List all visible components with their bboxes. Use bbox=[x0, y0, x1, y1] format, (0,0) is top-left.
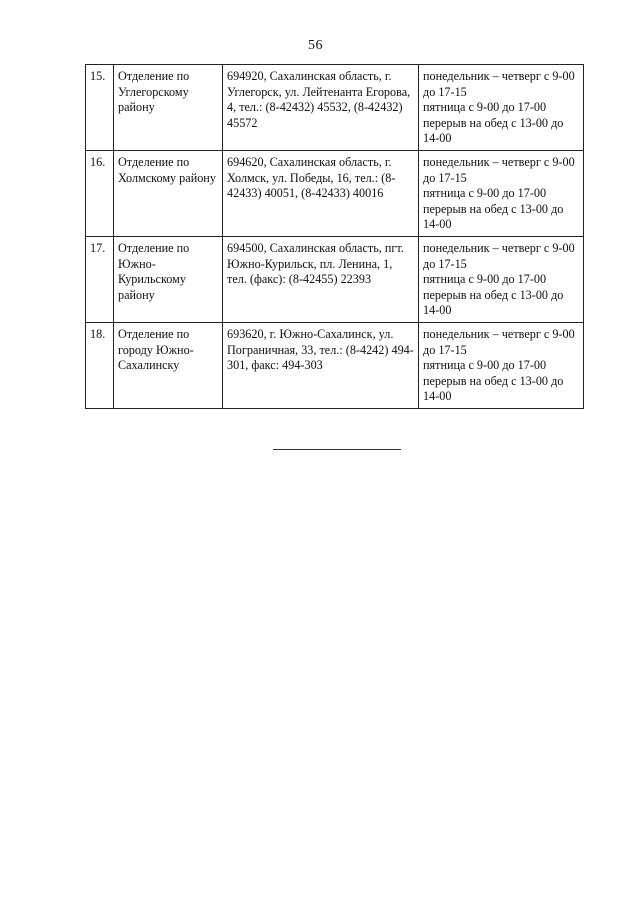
row-number: 16. bbox=[86, 150, 114, 236]
branch-table bbox=[85, 64, 584, 409]
hours-friday: пятница с 9-00 до 17-00 bbox=[423, 186, 547, 201]
hours-weekdays: понедельник – четверг с 9-00 до 17-15 bbox=[423, 240, 575, 271]
hours-friday: пятница с 9-00 до 17-00 bbox=[423, 100, 547, 115]
hours-weekdays: понедельник – четверг с 9-00 до 17-15 bbox=[423, 326, 575, 357]
working-hours bbox=[419, 150, 584, 236]
branch-address: 694620, Сахалинская область, г. Холмск, ул. Победы, 16, тел.: (8-42433) 40051, (8-42433) 40016 bbox=[223, 150, 419, 236]
hours-lunch: перерыв на обед с 13-00 до 14-00 bbox=[423, 373, 564, 404]
page-number: 56 bbox=[308, 38, 323, 53]
working-hours bbox=[419, 236, 584, 322]
row-number: 18. bbox=[86, 322, 114, 408]
branch-address: 694920, Сахалинская область, г. Углегорск, ул. Лейтенанта Егорова, 4, тел.: (8-42432) 45532, (8-42432) 45572 bbox=[223, 65, 419, 151]
branch-name: Отделение по Углегорскому району bbox=[114, 65, 223, 151]
hours-weekdays: понедельник – четверг с 9-00 до 17-15 bbox=[423, 69, 575, 99]
table-row bbox=[86, 322, 584, 408]
hours-lunch: перерыв на обед с 13-00 до 14-00 bbox=[423, 287, 564, 318]
hours-lunch: перерыв на обед с 13-00 до 14-00 bbox=[423, 115, 564, 146]
end-divider-line bbox=[273, 449, 401, 450]
hours-friday: пятница с 9-00 до 17-00 bbox=[423, 272, 547, 287]
working-hours bbox=[419, 322, 584, 408]
row-number: 17. bbox=[86, 236, 114, 322]
row-number: 15. bbox=[86, 65, 114, 151]
branch-name: Отделение по Холмскому району bbox=[114, 150, 223, 236]
table-row bbox=[86, 236, 584, 322]
table-row bbox=[86, 150, 584, 236]
hours-friday: пятница с 9-00 до 17-00 bbox=[423, 358, 547, 373]
table-row bbox=[86, 65, 584, 151]
branch-address: 693620, г. Южно-Сахалинск, ул. Пограничная, 33, тел.: (8-4242) 494-301, факс: 494-303 bbox=[223, 322, 419, 408]
branch-name: Отделение по Южно-Курильскому району bbox=[114, 236, 223, 322]
hours-lunch: перерыв на обед с 13-00 до 14-00 bbox=[423, 201, 564, 232]
branch-name: Отделение по городу Южно-Сахалинску bbox=[114, 322, 223, 408]
working-hours bbox=[419, 65, 584, 151]
hours-weekdays: понедельник – четверг с 9-00 до 17-15 bbox=[423, 154, 575, 185]
branch-address: 694500, Сахалинская область, пгт. Южно-Курильск, пл. Ленина, 1, тел. (факс): (8-42455) 22393 bbox=[223, 236, 419, 322]
